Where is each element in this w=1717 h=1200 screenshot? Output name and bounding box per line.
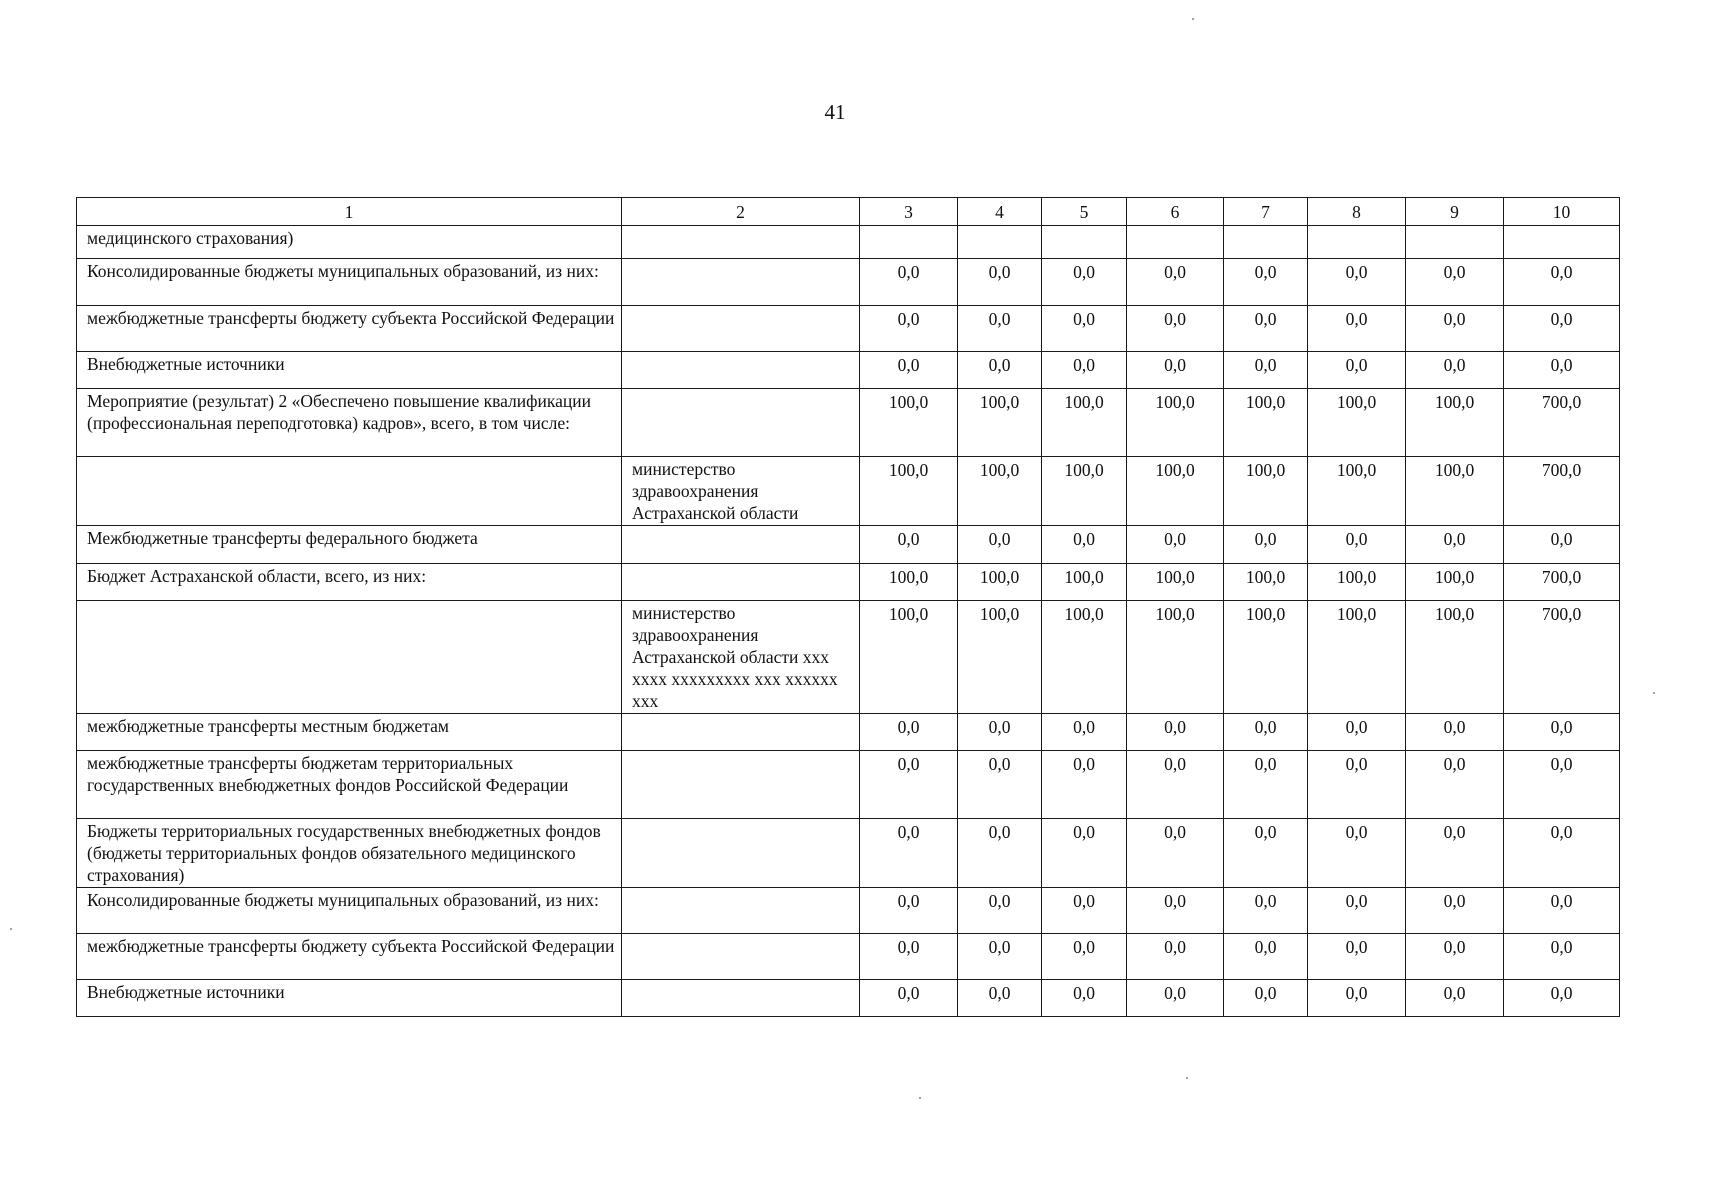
row-value: 0,0 (860, 980, 958, 1017)
row-value: 0,0 (1224, 819, 1308, 888)
row-value: 0,0 (1406, 751, 1504, 819)
row-value: 100,0 (860, 389, 958, 457)
row-value: 100,0 (1224, 389, 1308, 457)
row-value: 0,0 (1224, 306, 1308, 352)
table-row (77, 259, 1620, 306)
row-value: 0,0 (1127, 526, 1224, 564)
row-executor (622, 526, 860, 564)
row-value: 0,0 (1127, 980, 1224, 1017)
row-value: 100,0 (1308, 601, 1406, 714)
row-value: 0,0 (1042, 714, 1127, 751)
row-value: 0,0 (1042, 888, 1127, 934)
row-value: 0,0 (1406, 352, 1504, 389)
row-value: 0,0 (860, 819, 958, 888)
row-name: Внебюджетные источники (77, 352, 622, 389)
column-header: 2 (622, 198, 860, 226)
table-row (77, 714, 1620, 751)
row-value: 100,0 (1224, 601, 1308, 714)
row-value: 0,0 (1224, 714, 1308, 751)
table-row (77, 601, 1620, 714)
row-executor (622, 389, 860, 457)
row-value: 700,0 (1504, 564, 1620, 601)
row-value (1308, 226, 1406, 259)
budget-table (76, 197, 1620, 1017)
row-value: 100,0 (1042, 389, 1127, 457)
row-value (1224, 226, 1308, 259)
table-row (77, 751, 1620, 819)
row-value: 0,0 (1504, 714, 1620, 751)
row-executor (622, 934, 860, 980)
row-value: 0,0 (958, 526, 1042, 564)
row-value: 0,0 (1224, 980, 1308, 1017)
row-value: 100,0 (1308, 457, 1406, 526)
row-value: 100,0 (1042, 564, 1127, 601)
row-value: 100,0 (1406, 564, 1504, 601)
row-value: 100,0 (1406, 457, 1504, 526)
row-value: 0,0 (1406, 934, 1504, 980)
table-row (77, 389, 1620, 457)
row-value: 0,0 (1504, 888, 1620, 934)
row-value: 100,0 (958, 564, 1042, 601)
row-value: 100,0 (1406, 601, 1504, 714)
row-value: 100,0 (860, 564, 958, 601)
row-executor (622, 751, 860, 819)
page-number: 41 (824, 100, 846, 124)
row-value: 0,0 (1504, 526, 1620, 564)
row-value: 0,0 (1042, 306, 1127, 352)
row-value: 0,0 (1308, 751, 1406, 819)
row-value: 100,0 (1127, 457, 1224, 526)
row-value: 0,0 (1308, 934, 1406, 980)
row-value: 100,0 (1127, 389, 1224, 457)
row-name: Консолидированные бюджеты муниципальных образований, из них: (77, 259, 622, 306)
table-row (77, 457, 1620, 526)
row-value: 0,0 (1406, 714, 1504, 751)
row-executor (622, 888, 860, 934)
row-name: межбюджетные трансферты бюджету субъекта Российской Федерации (77, 934, 622, 980)
row-name: Бюджеты территориальных государственных внебюджетных фондов (бюджеты территориальных фондов обязательного медицинского страхования) (77, 819, 622, 888)
row-value: 100,0 (860, 457, 958, 526)
row-value: 0,0 (860, 259, 958, 306)
row-value: 0,0 (860, 751, 958, 819)
row-name: Межбюджетные трансферты федерального бюджета (77, 526, 622, 564)
row-value: 100,0 (958, 601, 1042, 714)
row-value: 0,0 (1308, 714, 1406, 751)
table-header-row (77, 198, 1620, 226)
table-row (77, 934, 1620, 980)
row-value (1406, 226, 1504, 259)
row-value: 0,0 (1504, 751, 1620, 819)
scan-speck (10, 928, 12, 930)
row-value: 100,0 (1042, 601, 1127, 714)
row-value: 0,0 (1042, 934, 1127, 980)
row-value: 0,0 (1042, 980, 1127, 1017)
row-value: 0,0 (1406, 980, 1504, 1017)
column-header: 4 (958, 198, 1042, 226)
row-value: 700,0 (1504, 457, 1620, 526)
row-value: 0,0 (1224, 259, 1308, 306)
row-name: межбюджетные трансферты бюджетам территориальных государственных внебюджетных фондов Российской Федерации (77, 751, 622, 819)
row-value: 700,0 (1504, 389, 1620, 457)
row-value: 0,0 (1308, 259, 1406, 306)
row-value: 100,0 (958, 457, 1042, 526)
row-value: 0,0 (1308, 819, 1406, 888)
row-executor (622, 306, 860, 352)
column-header: 5 (1042, 198, 1127, 226)
row-value: 0,0 (860, 526, 958, 564)
row-name (77, 457, 622, 526)
row-value: 700,0 (1504, 601, 1620, 714)
row-name: межбюджетные трансферты бюджету субъекта Российской Федерации (77, 306, 622, 352)
row-value: 0,0 (958, 259, 1042, 306)
row-value: 100,0 (1042, 457, 1127, 526)
row-value: 0,0 (958, 934, 1042, 980)
column-header: 7 (1224, 198, 1308, 226)
row-value (1127, 226, 1224, 259)
table-row (77, 352, 1620, 389)
row-name: межбюджетные трансферты местным бюджетам (77, 714, 622, 751)
table-row (77, 226, 1620, 259)
row-value: 0,0 (958, 980, 1042, 1017)
row-value: 0,0 (1504, 980, 1620, 1017)
column-header: 9 (1406, 198, 1504, 226)
row-value: 0,0 (958, 888, 1042, 934)
row-executor (622, 714, 860, 751)
scan-speck (1192, 18, 1194, 20)
row-value (860, 226, 958, 259)
row-value: 100,0 (1224, 457, 1308, 526)
row-value: 0,0 (958, 352, 1042, 389)
row-value: 0,0 (1308, 526, 1406, 564)
row-executor (622, 980, 860, 1017)
row-value: 0,0 (1224, 352, 1308, 389)
column-header: 3 (860, 198, 958, 226)
row-value: 0,0 (1127, 934, 1224, 980)
row-value: 100,0 (1308, 389, 1406, 457)
row-value: 0,0 (1224, 526, 1308, 564)
table-row (77, 564, 1620, 601)
row-value (1042, 226, 1127, 259)
row-value: 100,0 (1224, 564, 1308, 601)
column-header: 10 (1504, 198, 1620, 226)
row-name: Мероприятие (результат) 2 «Обеспечено повышение квалификации (профессиональная переподготовка) кадров», всего, в том числе: (77, 389, 622, 457)
row-value: 0,0 (1406, 526, 1504, 564)
table-row (77, 819, 1620, 888)
row-executor: министерство здравоохранения Астраханской области xxx xxxx xxxxxxxxx xxx xxxxxx xxx (622, 601, 860, 714)
row-executor (622, 352, 860, 389)
row-value: 100,0 (1127, 601, 1224, 714)
row-executor (622, 226, 860, 259)
row-value (958, 226, 1042, 259)
row-value: 0,0 (860, 888, 958, 934)
row-value: 0,0 (860, 934, 958, 980)
row-value: 0,0 (958, 819, 1042, 888)
column-header: 8 (1308, 198, 1406, 226)
row-executor (622, 259, 860, 306)
table-row (77, 306, 1620, 352)
row-value: 0,0 (860, 352, 958, 389)
row-value: 0,0 (1042, 352, 1127, 389)
row-value: 0,0 (1127, 259, 1224, 306)
row-executor (622, 564, 860, 601)
row-value: 0,0 (1224, 934, 1308, 980)
row-value: 0,0 (1308, 888, 1406, 934)
row-value: 0,0 (1127, 888, 1224, 934)
row-value: 0,0 (860, 306, 958, 352)
row-value: 0,0 (1127, 819, 1224, 888)
row-name: Бюджет Астраханской области, всего, из них: (77, 564, 622, 601)
row-value: 0,0 (1224, 888, 1308, 934)
row-value: 0,0 (958, 751, 1042, 819)
row-value: 0,0 (1406, 888, 1504, 934)
row-value: 0,0 (1504, 306, 1620, 352)
row-name: медицинского страхования) (77, 226, 622, 259)
row-value: 0,0 (1127, 714, 1224, 751)
row-value: 0,0 (1308, 306, 1406, 352)
row-value: 0,0 (1504, 819, 1620, 888)
row-value: 100,0 (1127, 564, 1224, 601)
row-value: 0,0 (958, 714, 1042, 751)
scan-speck (919, 1097, 921, 1099)
row-value: 0,0 (1308, 352, 1406, 389)
row-value: 0,0 (1127, 751, 1224, 819)
scan-speck (1653, 692, 1655, 694)
row-value: 0,0 (860, 714, 958, 751)
row-value: 0,0 (1504, 934, 1620, 980)
row-executor (622, 819, 860, 888)
row-value: 0,0 (1406, 306, 1504, 352)
row-name: Консолидированные бюджеты муниципальных образований, из них: (77, 888, 622, 934)
row-value (1504, 226, 1620, 259)
row-value: 0,0 (1042, 819, 1127, 888)
row-value: 100,0 (1406, 389, 1504, 457)
table-row (77, 980, 1620, 1017)
row-value: 0,0 (1042, 259, 1127, 306)
scan-speck (1186, 1077, 1188, 1079)
row-value: 0,0 (958, 306, 1042, 352)
row-value: 0,0 (1224, 751, 1308, 819)
row-value: 0,0 (1504, 352, 1620, 389)
row-value: 100,0 (1308, 564, 1406, 601)
row-value: 100,0 (860, 601, 958, 714)
column-header: 1 (77, 198, 622, 226)
row-value: 0,0 (1042, 526, 1127, 564)
column-header: 6 (1127, 198, 1224, 226)
row-value: 0,0 (1127, 306, 1224, 352)
row-name: Внебюджетные источники (77, 980, 622, 1017)
row-value: 0,0 (1406, 259, 1504, 306)
table-row (77, 526, 1620, 564)
row-name (77, 601, 622, 714)
row-value: 0,0 (1308, 980, 1406, 1017)
row-value: 0,0 (1127, 352, 1224, 389)
row-value: 0,0 (1406, 819, 1504, 888)
row-executor: министерство здравоохранения Астраханской области (622, 457, 860, 526)
row-value: 0,0 (1504, 259, 1620, 306)
row-value: 100,0 (958, 389, 1042, 457)
table-row (77, 888, 1620, 934)
row-value: 0,0 (1042, 751, 1127, 819)
